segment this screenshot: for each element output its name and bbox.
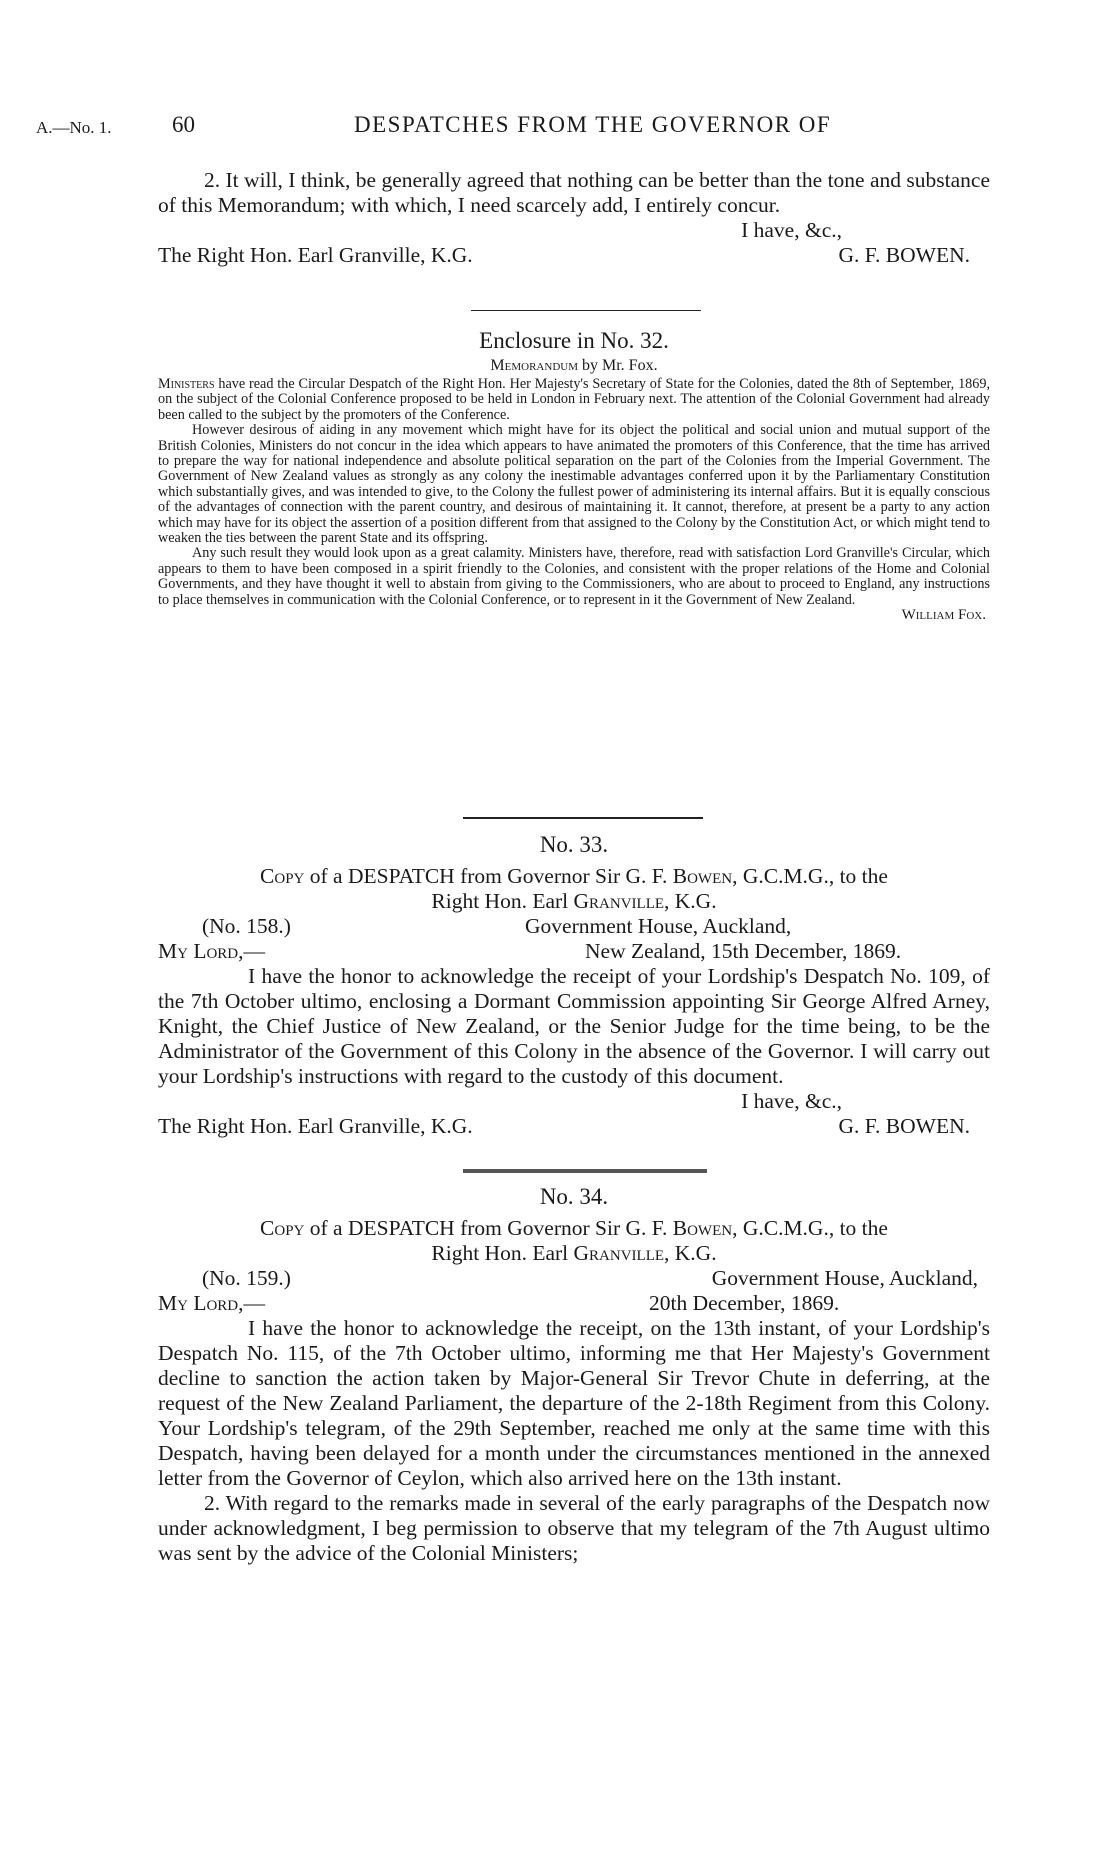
despatch-title xyxy=(158,1216,990,1241)
despatch-32-continuation xyxy=(158,168,990,268)
salutation-date-line xyxy=(158,939,990,964)
paper-reference: A.—No. 1. xyxy=(36,118,112,137)
lead-word: Ministers xyxy=(158,376,215,392)
enclosure-signature: William Fox. xyxy=(901,607,986,624)
recipient-name: Granville xyxy=(573,889,665,913)
addressee: The Right Hon. Earl Granville, K.G. xyxy=(158,243,473,267)
title-text: Right Hon. Earl xyxy=(431,889,574,913)
page-number: 60 xyxy=(172,112,195,137)
despatch-ref-number: (No. 158.) xyxy=(202,914,291,938)
signature: G. F. BOWEN. xyxy=(838,1114,970,1138)
title-text: Right Hon. Earl xyxy=(431,1241,574,1265)
despatch-date: 20th December, 1869. xyxy=(649,1291,840,1315)
signature: G. F. BOWEN. xyxy=(838,243,970,267)
copy-label: Copy xyxy=(260,1216,305,1240)
paragraph: 2. It will, I think, be generally agreed that nothing can be better than the tone and substance of this Memorandum; with which, I need scarcely add, I entirely concur. xyxy=(158,168,990,217)
paragraph-text: have read the Circular Despatch of the Right Hon. Her Majesty's Secretary of State for the Colonies, dated the 8th of September, 1869, on the subject of the Colonial Conference proposed to be held in London in February next. The attention of the Colonial Government had already been called to the subject by the promoters of the Conference. xyxy=(158,376,990,423)
governor-name: Bowen xyxy=(672,1216,733,1240)
governor-name: Bowen xyxy=(672,864,733,888)
salutation: My Lord,— xyxy=(158,1291,266,1315)
number-place-line xyxy=(158,914,990,939)
closing-line xyxy=(158,243,990,268)
enclosure-subheading xyxy=(158,356,990,376)
memorandum-author: by Mr. Fox. xyxy=(578,357,658,374)
despatch-title-line-2 xyxy=(158,889,990,914)
paragraph: 2. With regard to the remarks made in several of the early paragraphs of the Despatch now under acknowledgment, I beg permission to observe that my telegram of the 7th August ultimo was sent by the advice of the Colonial Ministers; xyxy=(158,1491,990,1565)
despatch-title-line-2 xyxy=(158,1241,990,1266)
paragraph: I have the honor to acknowledge the receipt, on the 13th instant, of your Lordship's Despatch No. 115, of the 7th October ultimo, informing me that Her Majesty's Government decline to sanction the action taken by Major-General Sir Trevor Chute in deferring, at the request of the New Zealand Parliament, the departure of the 2-18th Regiment from this Colony. Your Lordship's telegram, of the 29th September, reached me only at the same time with this Despatch, having been delayed for a month under the circumstances mentioned in the annexed letter from the Governor of Ceylon, which also arrived here on the 13th instant. xyxy=(158,1316,990,1490)
despatch-33 xyxy=(158,832,990,1139)
despatch-place: Government House, Auckland, xyxy=(711,1266,978,1290)
salutation: My Lord,— xyxy=(158,939,266,963)
title-text: of a DESPATCH from Governor Sir G. F. xyxy=(304,864,673,888)
title-text: , K.G. xyxy=(664,889,717,913)
title-text: of a DESPATCH from Governor Sir G. F. xyxy=(304,1216,673,1240)
page-header xyxy=(36,112,1004,142)
paragraph: I have the honor to acknowledge the receipt of your Lordship's Despatch No. 109, of the 7th October ultimo, enclosing a Dormant Commission appointing Sir George Alfred Arney, Knight, the Chief Justice of New Zealand, or the Senior Judge for the time being, to be the Administrator of the Government of this Colony in the absence of the Governor. I will carry out your Lordship's instructions with regard to the custody of this document. xyxy=(158,964,990,1088)
addressee: The Right Hon. Earl Granville, K.G. xyxy=(158,1114,473,1138)
despatch-ref-number: (No. 159.) xyxy=(202,1266,291,1290)
signoff: I have, &c., xyxy=(741,1089,842,1113)
despatch-34 xyxy=(158,1184,990,1566)
divider xyxy=(463,1169,707,1173)
despatch-place: Government House, Auckland, xyxy=(525,914,792,938)
salutation-date-line xyxy=(158,1291,990,1316)
enclosure-paragraph-2: However desirous of aiding in any movement which might have for its object the political and social union and mutual support of the British Colonies, Ministers do not concur in the idea which appears to have animated the promoters of this Conference, that the time has arrived to prepare the way for national independence and absolute political separation on the part of the Colonies from the Imperial Government. The Government of New Zealand values as strongly as any colony the inestimable advantages conferred upon it by the Parliamentary Constitution which substantially gives, and was intended to give, to the Colony the fullest power of administering its internal affairs. But it is equally conscious of the advantages of connection with the parent country, and desirous of maintaining it. It cannot, therefore, at present be a party to any action which may have for its object the assertion of a position different from that assigned to the Colony by the Constitution Act, or which might tend to weaken the ties between the parent State and its offspring. xyxy=(158,422,990,547)
memorandum-label: Memorandum xyxy=(490,357,578,374)
enclosure-32 xyxy=(158,328,990,624)
despatch-title xyxy=(158,864,990,889)
copy-label: Copy xyxy=(260,864,305,888)
despatch-number-heading: No. 34. xyxy=(539,1184,609,1209)
number-place-line xyxy=(158,1266,990,1291)
despatch-date: New Zealand, 15th December, 1869. xyxy=(585,939,902,963)
enclosure-paragraph-1 xyxy=(158,377,990,423)
title-text: , G.C.M.G., to the xyxy=(732,1216,888,1240)
running-title: DESPATCHES FROM THE GOVERNOR OF xyxy=(354,112,832,137)
despatch-number-heading: No. 33. xyxy=(539,832,609,857)
enclosure-paragraph-3: Any such result they would look upon as a great calamity. Ministers have, therefore, read with satisfaction Lord Granville's Circular, which appears to them to have been composed in a spirit friendly to the Colonies, and consistent with the proper relations of the Home and Colonial Governments, and they have thought it well to abstain from giving to the Commissioners, who are about to proceed to England, any instructions to place themselves in communication with the Colonial Conference, or to represent in it the Government of New Zealand. xyxy=(158,545,990,608)
signoff: I have, &c., xyxy=(741,218,842,242)
title-text: , K.G. xyxy=(664,1241,717,1265)
recipient-name: Granville xyxy=(573,1241,665,1265)
title-text: , G.C.M.G., to the xyxy=(732,864,888,888)
enclosure-heading: Enclosure in No. 32. xyxy=(479,328,669,353)
divider xyxy=(463,817,703,819)
divider xyxy=(471,310,701,311)
closing-line xyxy=(158,1114,990,1139)
